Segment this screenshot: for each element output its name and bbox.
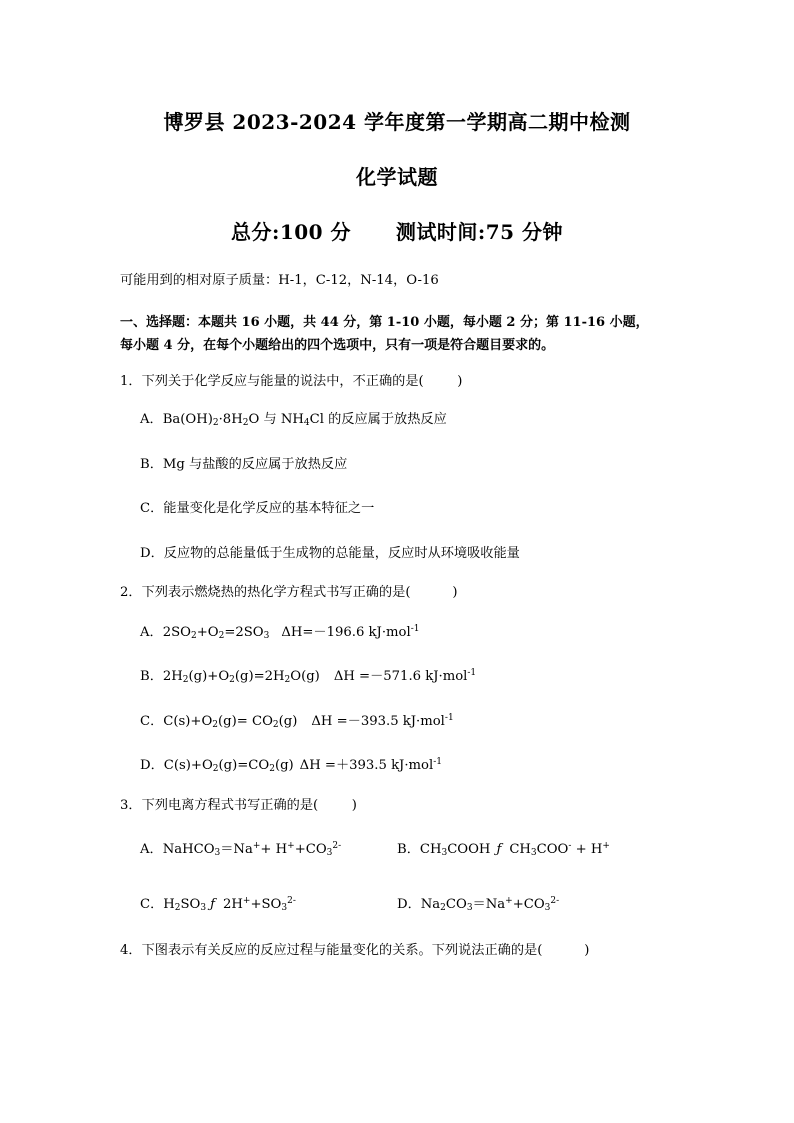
- page-title: 博罗县 2023-2024 学年度第一学期高二期中检测: [163, 110, 631, 134]
- score-time-line: 总分:100 分 测试时间:75 分钟: [230, 220, 564, 244]
- question-3-option-d: D．$Na_2CO_3=Na^++CO_3^{2-}$: [397, 896, 560, 913]
- question-1-option-d: D．反应物的总能量低于生成物的总能量，反应时从环境吸收能量: [140, 546, 520, 561]
- section-instructions-line-2: 每小题 4 分，在每个小题给出的四个选项中，只有一项是符合题目要求的。: [120, 338, 555, 353]
- page-subtitle: 化学试题: [356, 165, 438, 189]
- question-3-option-c: C．$H_2SO_3$ ƒ $2H^++SO_3^{2-}$: [140, 896, 296, 913]
- question-3-option-b: B．$CH_3COOH$ ƒ $CH_3COO^- + H^+$: [397, 841, 610, 858]
- question-2-option-a: A．$2SO_2+O_2=2SO_3$ ΔH=－196.6 kJ·mol$^{-1}$: [140, 624, 420, 641]
- question-2-option-d: D．$C(s)+O_2(g)=CO_2(g)$ ΔH =＋393.5 kJ·mol$^{-1}$: [140, 757, 442, 774]
- question-1-stem: 1．下列关于化学反应与能量的说法中，不正确的是( ): [120, 374, 463, 389]
- question-4-stem: 4．下图表示有关反应的反应过程与能量变化的关系。下列说法正确的是( ): [120, 943, 590, 958]
- question-2-stem: 2．下列表示燃烧热的热化学方程式书写正确的是( ): [120, 585, 458, 600]
- question-3-option-a: A．NaHCO$_3$＝Na++ $H^++CO_3^{2-}$: [140, 841, 342, 858]
- section-instructions-line-1: 一、选择题：本题共 16 小题，共 44 分，第 1-10 小题，每小题 2 分；第 11-16 小题，: [120, 315, 649, 330]
- question-3-stem: 3．下列电离方程式书写正确的是( ): [120, 798, 357, 813]
- question-1-option-a: A．$Ba(OH)_2\cdot 8H_2O$ 与 $NH_4Cl$ 的反应属于放热反应: [140, 412, 447, 428]
- question-1-option-b: B．Mg 与盐酸的反应属于放热反应: [140, 457, 348, 472]
- question-2-option-c: C．$C(s)+O_2(g)= CO_2(g)$ ΔH =－393.5 kJ·mol$^{-1}$: [140, 713, 454, 730]
- question-1-option-c: C．能量变化是化学反应的基本特征之一: [140, 501, 375, 516]
- question-2-option-b: B．$2H_2(g)+O_2(g)=2H_2O(g)$ ΔH =－571.6 kJ·mol$^{-1}$: [140, 668, 477, 685]
- atomic-masses-note: 可能用到的相对原子质量：H-1，C-12，N-14，O-16: [120, 273, 439, 288]
